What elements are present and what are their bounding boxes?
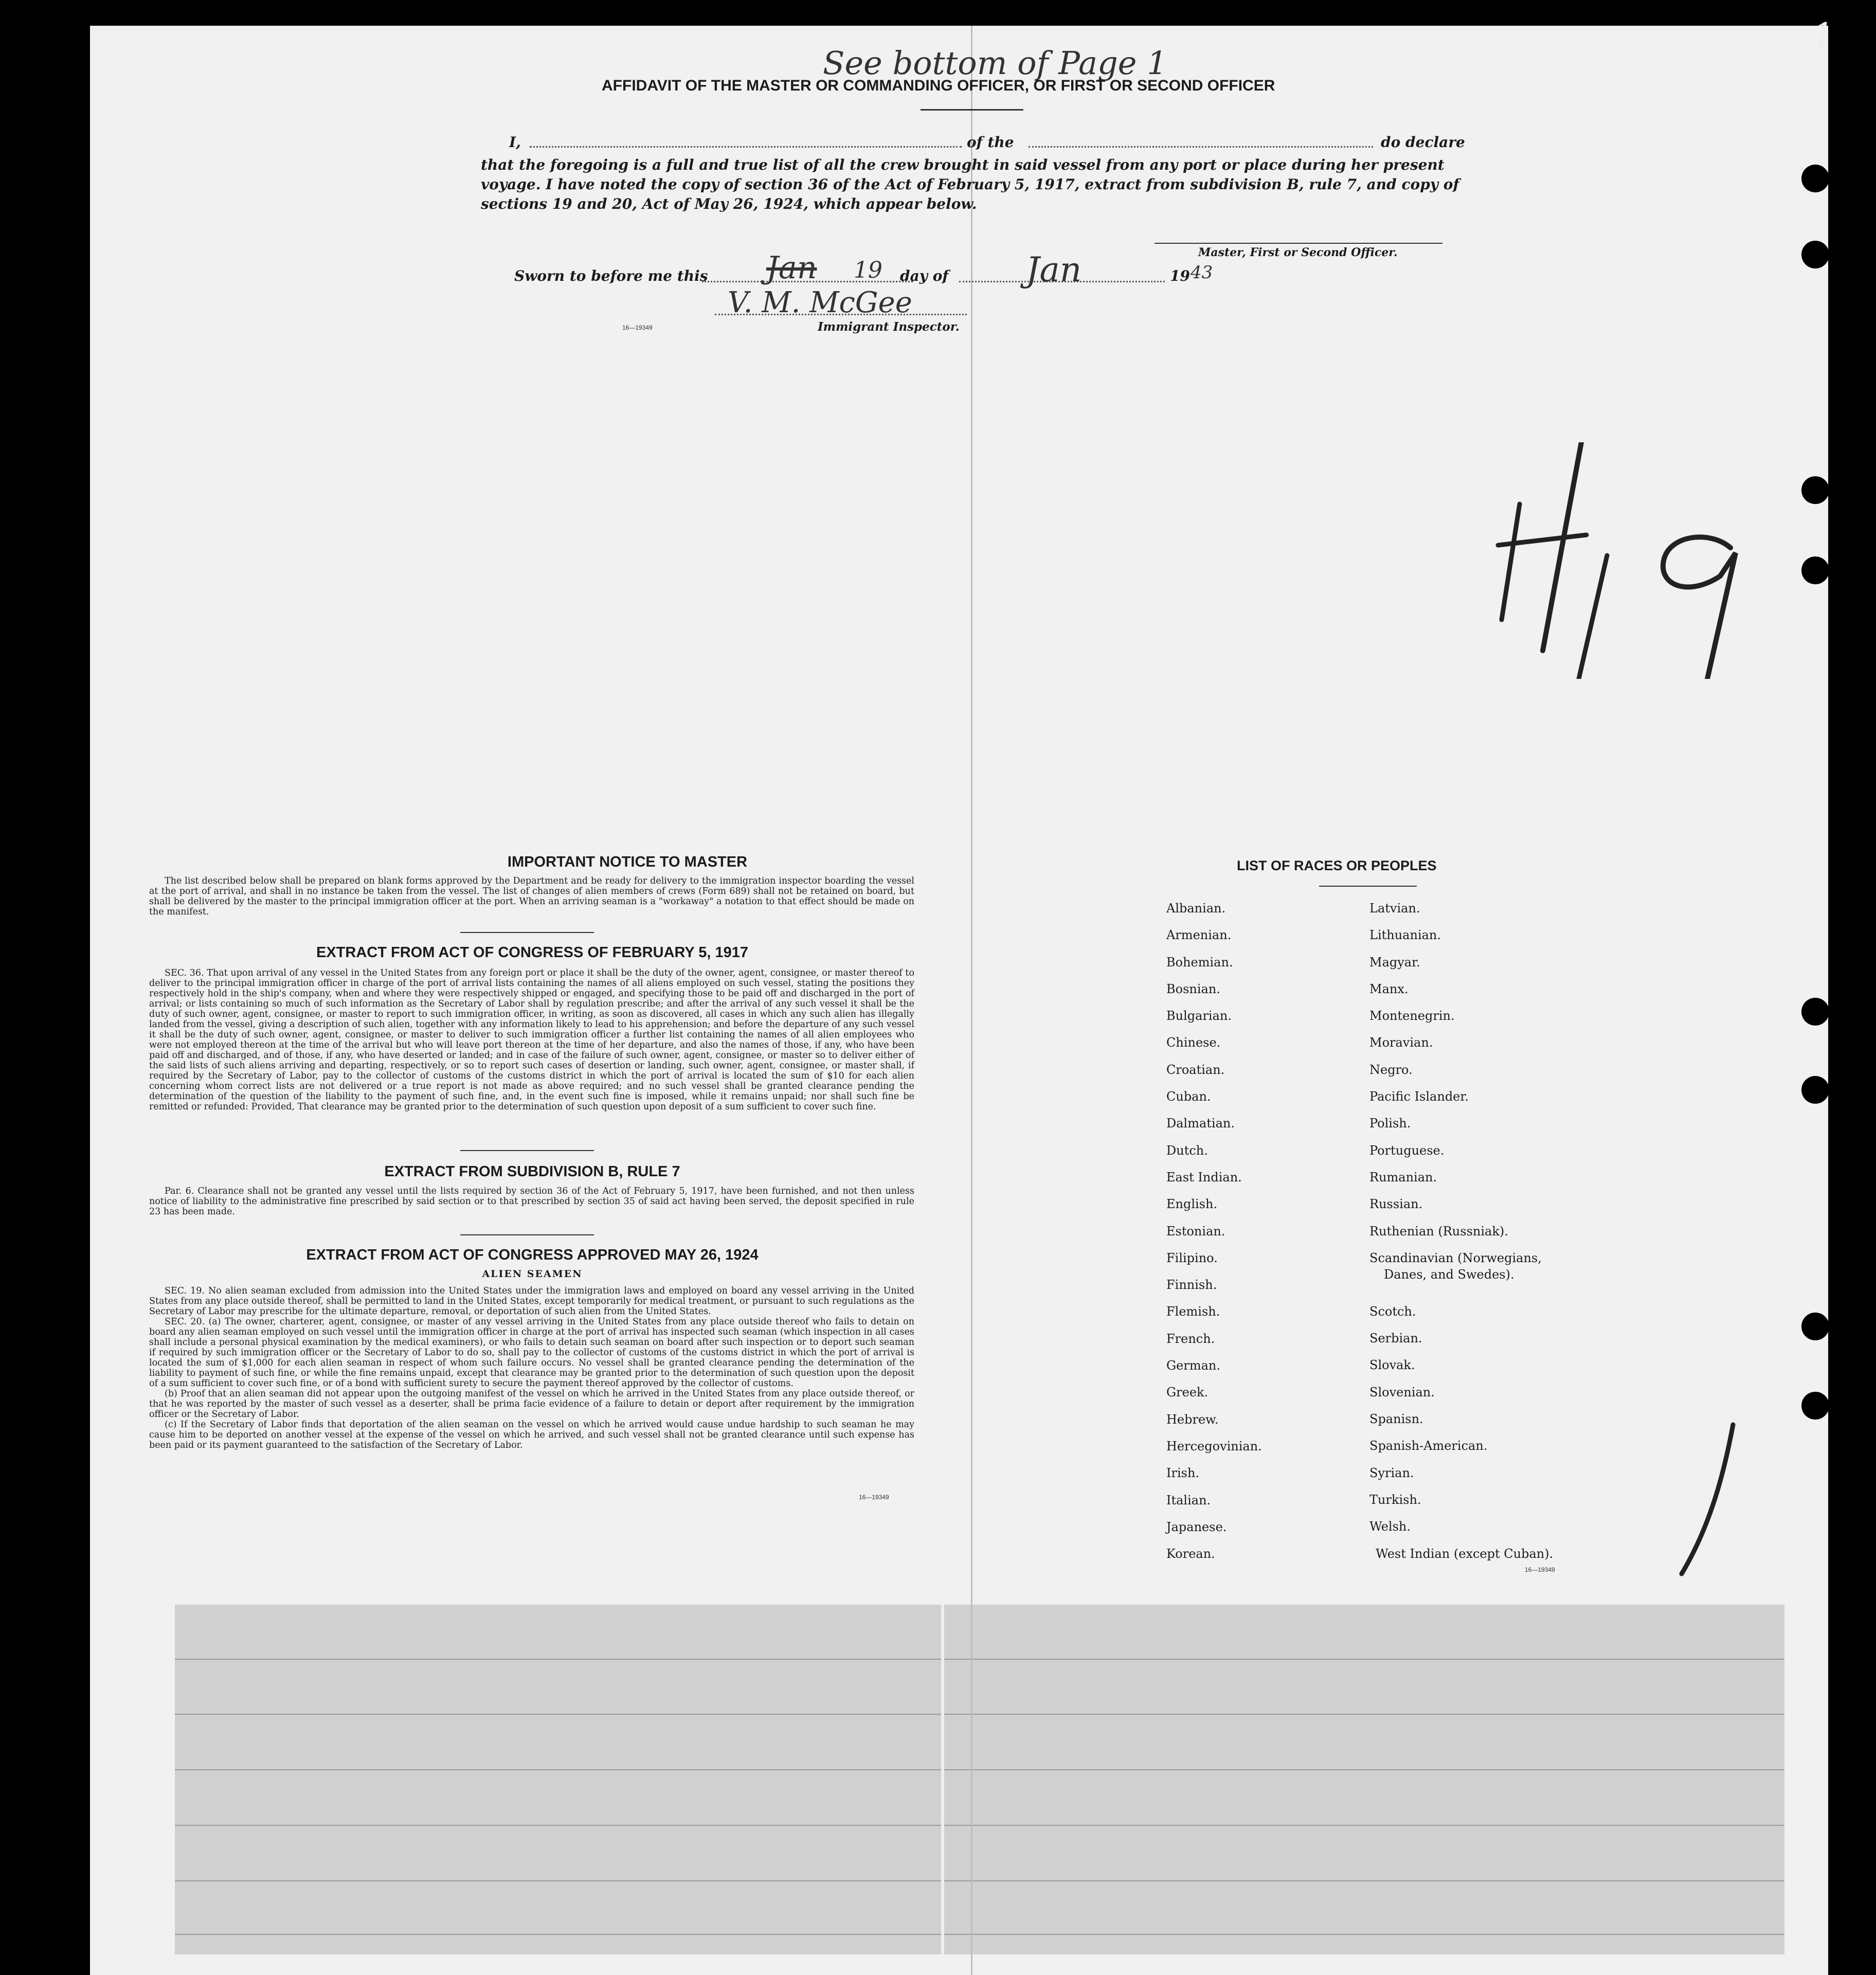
race-item: Bohemian. (1166, 955, 1233, 969)
sworn-label: Sworn to before me this (514, 267, 708, 284)
day-of-label: day of (900, 267, 949, 284)
underlying-crew-list-sheet (175, 1605, 1784, 1954)
race-item: Dalmatian. (1166, 1116, 1235, 1131)
handwritten-one (1671, 1420, 1748, 1579)
punch-hole (1801, 998, 1829, 1026)
race-item: Croatian. (1166, 1062, 1225, 1077)
handwritten-page-number-text: 149 (1494, 442, 1495, 443)
sec-20b-paragraph: (b) Proof that an alien seaman did not appear upon the outgoing manifest of the vessel on which he arrived in the United States from any place outside thereof, or that he was reported by the master of such vessel as a deserter, shall be prima facie evidence of a failure to detain or deport after requirement by the immigration officer or the Secretary of Labor. (149, 1389, 914, 1420)
divider (1319, 886, 1417, 887)
race-item: French. (1166, 1331, 1215, 1346)
handwritten-year: 43 (1190, 262, 1213, 283)
handwritten-page-number (1494, 442, 1761, 679)
punch-hole (1801, 556, 1829, 584)
subdivision-b-paragraph: Par. 6. Clearance shall not be granted any vessel until the lists required by section 36 of the Act of February 5, 1917, have been furnished, and not then unless notice of liability to the administrative fine prescribed by said section or to that prescribed by section 35 of said act having been served, the deposit specified in rule 23 has been made. (149, 1186, 914, 1217)
race-item: Scotch. (1369, 1304, 1416, 1319)
races-column-2 (1369, 901, 1553, 1573)
race-item: Dutch. (1166, 1143, 1208, 1158)
race-item: Japanese. (1166, 1519, 1227, 1534)
race-item: Chinese. (1166, 1035, 1221, 1050)
race-item: Spanisn. (1369, 1412, 1423, 1427)
race-item: Filipino. (1166, 1250, 1218, 1265)
race-item: Moravian. (1369, 1035, 1433, 1050)
race-item: Rumanian. (1369, 1170, 1437, 1184)
race-item: German. (1166, 1358, 1220, 1373)
subdivision-b-text (149, 1186, 914, 1217)
race-item: Slovak. (1369, 1358, 1415, 1373)
race-item: Negro. (1369, 1062, 1413, 1077)
handwritten-struck-month: Jan (766, 250, 817, 286)
race-item: Danes, and Swedes). (1384, 1267, 1514, 1282)
form-number: 16—19349 (622, 324, 653, 331)
race-item: Turkish. (1369, 1492, 1421, 1507)
sec-20a-paragraph: SEC. 20. (a) The owner, charterer, agent, consignee, or master of any vessel arriving in the United States from any place outside thereof who fails to detain on board any alien seaman employed on such vessel until the immigration officer in charge at the port of arrival has inspected such seaman (which inspection in all cases shall include a personal physical examination by the medical examiners), or who fails to detain such seaman on board after such inspection or to deport such seaman if required by such immigration officer or the Secretary of Labor to do so, shall pay to the collector of customs of the customs district in which the port of arrival is located the sum of $1,000 for each alien seaman in respect of whom such failure occurs. No vessel shall be granted clearance pending the determination of the liability to payment of such fine, or while the fine remains unpaid, except that clearance may be granted prior to the determination of such question upon the deposit of a sum sufficient to cover such fine, or of a bond with sufficient surety to secure the payment thereof approved by the collector of customs. (149, 1317, 914, 1389)
declaration-i-label: I, (509, 134, 521, 151)
race-item: Irish. (1166, 1466, 1200, 1481)
races-title: LIST OF RACES OR PEOPLES (1237, 858, 1437, 873)
races-column-1 (1166, 901, 1262, 1573)
race-item: Lithuanian. (1369, 928, 1441, 943)
name-blank (530, 146, 962, 148)
inspector-label: Immigrant Inspector. (818, 320, 960, 334)
race-item: Armenian. (1166, 928, 1232, 943)
race-item: Spanish-American. (1369, 1439, 1488, 1453)
corner-mark: 1 (1811, 15, 1834, 58)
race-item: Syrian. (1369, 1465, 1414, 1480)
divider (460, 1234, 594, 1235)
race-item: Ruthenian (Russniak). (1369, 1224, 1508, 1238)
form-number: 16—19349 (1525, 1566, 1555, 1573)
declaration-text: that the foregoing is a full and true list of all the crew brought in said vessel from any port or place during her present voyage. I have noted the copy of section 36 of the Act of February 5, 1917, extract from subdivision B, rule 7, and copy of sections 19 and 20, Act of May 26, 1924, which appear below. (481, 156, 1459, 212)
race-item: Cuban. (1166, 1089, 1211, 1104)
race-item: English. (1166, 1197, 1218, 1212)
race-item: Flemish. (1166, 1304, 1220, 1319)
notice-text (149, 876, 914, 917)
race-item: Hebrew. (1166, 1412, 1219, 1427)
race-item: Bulgarian. (1166, 1009, 1232, 1024)
declare-label: do declare (1381, 134, 1465, 151)
punch-hole (1801, 241, 1829, 268)
act-1924-subtitle: ALIEN SEAMEN (482, 1268, 583, 1280)
race-item: Italian. (1166, 1493, 1211, 1507)
race-item: Latvian. (1369, 901, 1420, 915)
master-signature-line (1155, 243, 1442, 244)
handwritten-month: Jan (1026, 250, 1082, 290)
divider (460, 932, 594, 933)
master-label: Master, First or Second Officer. (1198, 246, 1398, 259)
punch-hole (1801, 476, 1829, 504)
race-item: Bosnian. (1166, 981, 1220, 996)
race-item: Albanian. (1166, 901, 1226, 915)
act-1924-text (149, 1286, 914, 1450)
handwritten-note: See bottom of Page 1 (823, 44, 1167, 82)
race-item: Estonian. (1166, 1224, 1225, 1238)
act-1917-title: EXTRACT FROM ACT OF CONGRESS OF FEBRUARY 5, 1917 (316, 944, 749, 961)
race-item: East Indian. (1166, 1170, 1242, 1184)
subdivision-b-title: EXTRACT FROM SUBDIVISION B, RULE 7 (384, 1163, 680, 1180)
race-item: Polish. (1369, 1116, 1411, 1131)
punch-hole (1801, 165, 1829, 192)
race-item: Hercegovinian. (1166, 1439, 1262, 1453)
affidavit-title: AFFIDAVIT OF THE MASTER OR COMMANDING OFFICER, OR FIRST OR SECOND OFFICER (602, 77, 1275, 94)
inspector-signature: V. M. McGee (728, 286, 912, 319)
race-item: Greek. (1166, 1385, 1208, 1400)
race-item: Russian. (1369, 1197, 1423, 1212)
divider (460, 1150, 594, 1151)
race-item: Scandinavian (Norwegians, (1369, 1250, 1542, 1265)
act-1917-text (149, 968, 914, 1112)
race-item: Slovenian. (1369, 1385, 1435, 1399)
divider (921, 109, 1023, 111)
notice-title: IMPORTANT NOTICE TO MASTER (507, 854, 748, 870)
form-number: 16—19349 (859, 1494, 889, 1501)
punch-hole (1801, 1076, 1829, 1104)
race-item: Montenegrin. (1369, 1009, 1455, 1024)
race-item: Serbian. (1369, 1331, 1422, 1346)
year-prefix: 19 (1170, 267, 1190, 284)
sec-19-paragraph: SEC. 19. No alien seaman excluded from admission into the United States under the immigration laws and employed on board any vessel arriving in the United States from any place outside thereof, shall be permitted to land in the United States, except temporarily for medical treatment, or pursuant to such regulations as the Secretary of Labor may prescribe for the ultimate departure, removal, or deportation of such alien from the United States. (149, 1286, 915, 1317)
punch-hole (1801, 1392, 1829, 1420)
race-item: Korean. (1166, 1547, 1215, 1561)
handwritten-day: 19 (854, 257, 882, 283)
race-item: Finnish. (1166, 1278, 1217, 1292)
sec-20c-paragraph: (c) If the Secretary of Labor finds that deportation of the alien seaman on the vessel on which he arrived would cause undue hardship to such seaman he may cause him to be deported on another vessel at the expense of the vessel on which he arrived, and such vessel shall not be granted clearance until such expense has been paid or its payment guaranteed to the satisfaction of the Secretary of Labor. (149, 1420, 914, 1450)
race-item: West Indian (except Cuban). (1376, 1546, 1554, 1561)
race-item: Welsh. (1369, 1519, 1411, 1534)
act-1924-title: EXTRACT FROM ACT OF CONGRESS APPROVED MAY 26, 1924 (306, 1247, 759, 1263)
race-item: Portuguese. (1369, 1143, 1445, 1158)
race-item: Pacific Islander. (1369, 1089, 1469, 1104)
act-1917-paragraph: SEC. 36. That upon arrival of any vessel in the United States from any foreign port or place it shall be the duty of the owner, agent, consignee, or master thereof to deliver to the principal immigration officer in charge of the port of arrival lists containing the names of all aliens employed on such vessel, stating the positions they respectively hold in the ship's company, when and where they were respectively shipped or engaged, and specifying those to be paid off and discharged in the port of arrival; or lists containing so much of such information as the Secretary of Labor shall by regulation prescribe; and after the arrival of any such vessel it shall be the duty of such owner, agent, consignee, or master to report to such immigration officer, in writing, as soon as discovered, all cases in which any such alien has illegally landed from the vessel, giving a description of such alien, together with any information likely to lead to his apprehension; and before the departure of any such vessel it shall be the duty of such owner, agent, consignee, or master to deliver to such immigration officer a further list containing the names of all alien employees who were not employed thereon at the time of the arrival but who will leave port thereon at the time of her departure, and also the names of those, if any, who have been paid off and discharged, and of those, if any, who have deserted or landed; and in case of the failure of such owner, agent, consignee, or master so to deliver either of the said lists of such aliens arriving and departing, respectively, or so to report such cases of desertion or landing, such owner, agent, consignee, or master shall, if required by the Secretary of Labor, pay to the collector of customs of the customs district in which the port of arrival is located the sum of $10 for each alien concerning whom correct lists are not delivered or a true report is not made as above required; and no such vessel shall be granted clearance pending the determination of the question of the liability to the payment of such fine, and, in the event such fine is imposed, while it remains unpaid; nor shall such fine be remitted or refunded: Provided, That clearance may be granted prior to the determination of such question upon deposit of a sum sufficient to cover such fine. (149, 968, 914, 1112)
race-item: Magyar. (1369, 955, 1420, 969)
notice-paragraph: The list described below shall be prepared on blank forms approved by the Department and be ready for delivery to the immigration inspector boarding the vessel at the port of arrival, and shall in no instance be taken from the vessel. The list of changes of alien members of crews (Form 689) shall not be retained on board, but shall be delivered by the master to the principal immigration officer at the port. When an arriving seaman is a "workaway" a notation to that effect should be made on the manifest. (149, 876, 914, 917)
race-item: Manx. (1369, 981, 1409, 996)
of-the-label: of the (967, 134, 1014, 151)
punch-hole (1801, 1313, 1829, 1340)
center-fold-line (971, 26, 972, 1975)
vessel-blank (1029, 146, 1373, 148)
